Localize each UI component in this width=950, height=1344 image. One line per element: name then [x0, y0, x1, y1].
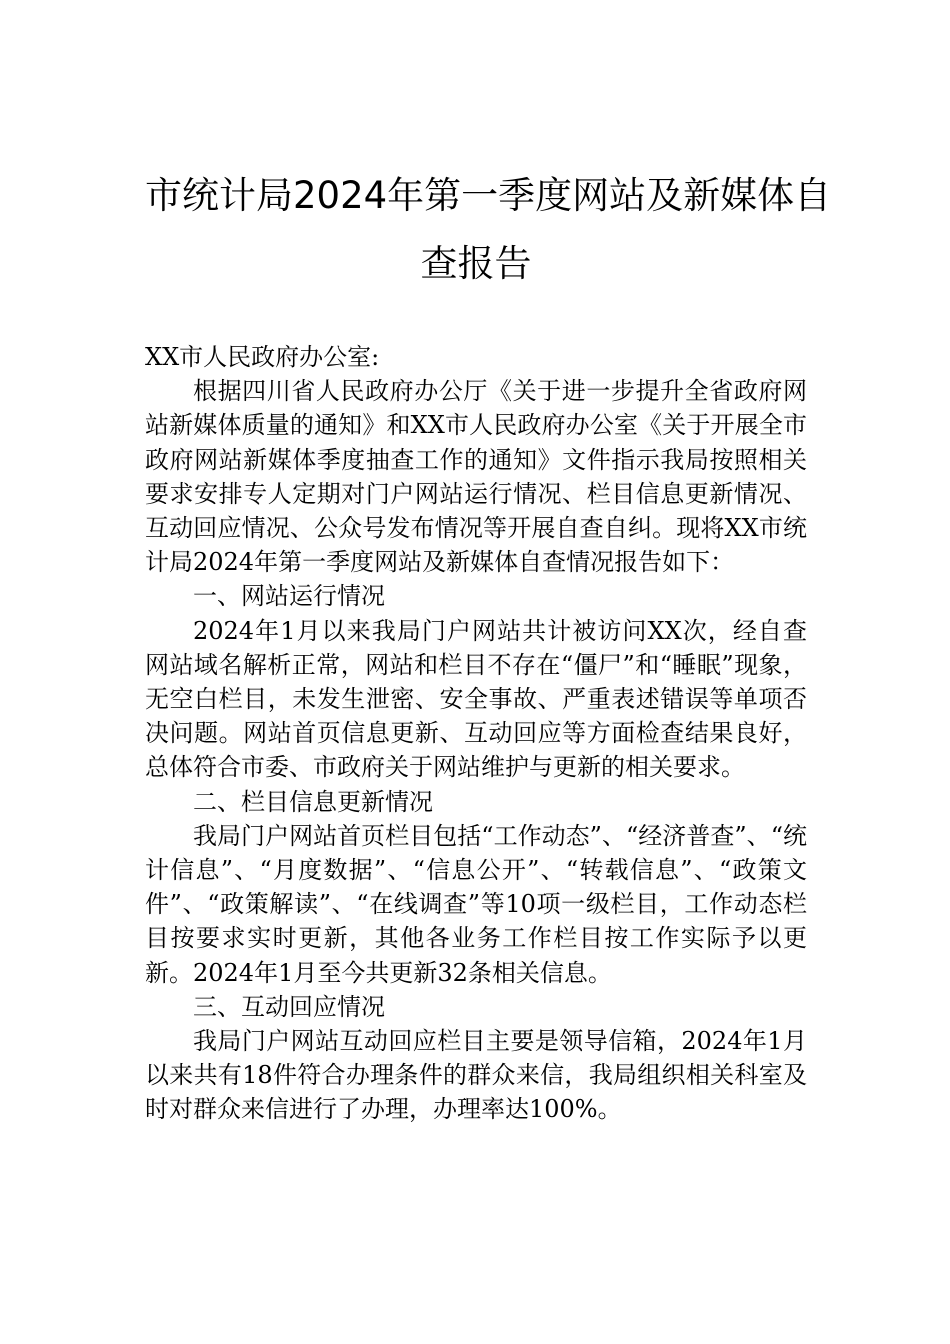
title-line-2: 查报告 [420, 242, 532, 285]
document-title [145, 0, 832, 298]
section-heading-column-updates: 二、栏目信息更新情况 [193, 787, 433, 816]
title-line-1: 市统计局2024年第一季度网站及新媒体自 [145, 174, 832, 217]
section-heading-interaction-response: 三、互动回应情况 [193, 992, 385, 1021]
document-body [145, 340, 807, 1127]
document-page [145, 0, 832, 1127]
section-paragraph-website-operation: 2024年1月以来我局门户网站共计被访问XX次，经自查网站域名解析正常，网站和栏目不存在“僵尸”和“睡眠”现象，无空白栏目，未发生泄密、安全事故、严重表述错误等单项否决问题。网站首页信息更新、互动回应等方面检查结果良好，总体符合市委、市政府关于网站维护与更新的相关要求。 [145, 616, 807, 782]
section-heading-website-operation: 一、网站运行情况 [193, 582, 385, 611]
section-paragraph-interaction-response: 我局门户网站互动回应栏目主要是领导信箱，2024年1月以来共有18件符合办理条件的群众来信，我局组织相关科室及时对群众来信进行了办理，办理率达100%。 [145, 1027, 807, 1124]
salutation: XX市人民政府办公室: [145, 343, 380, 371]
section-paragraph-column-updates: 我局门户网站首页栏目包括“工作动态”、“经济普查”、“统计信息”、“月度数据”、“信息公开”、“转载信息”、“政策文件”、“政策解读”、“在线调查”等10项一级栏目，工作动态栏目按要求实时更新，其他各业务工作栏目按工作实际予以更新。2024年1月至今共更新32条相关信息。 [145, 821, 807, 987]
intro-paragraph: 根据四川省人民政府办公厅《关于进一步提升全省政府网站新媒体质量的通知》和XX市人民政府办公室《关于开展全市政府网站新媒体季度抽查工作的通知》文件指示我局按照相关要求安排专人定期对门户网站运行情况、栏目信息更新情况、互动回应情况、公众号发布情况等开展自查自纠。现将XX市统计局2024年第一季度网站及新媒体自查情况报告如下： [145, 377, 807, 577]
